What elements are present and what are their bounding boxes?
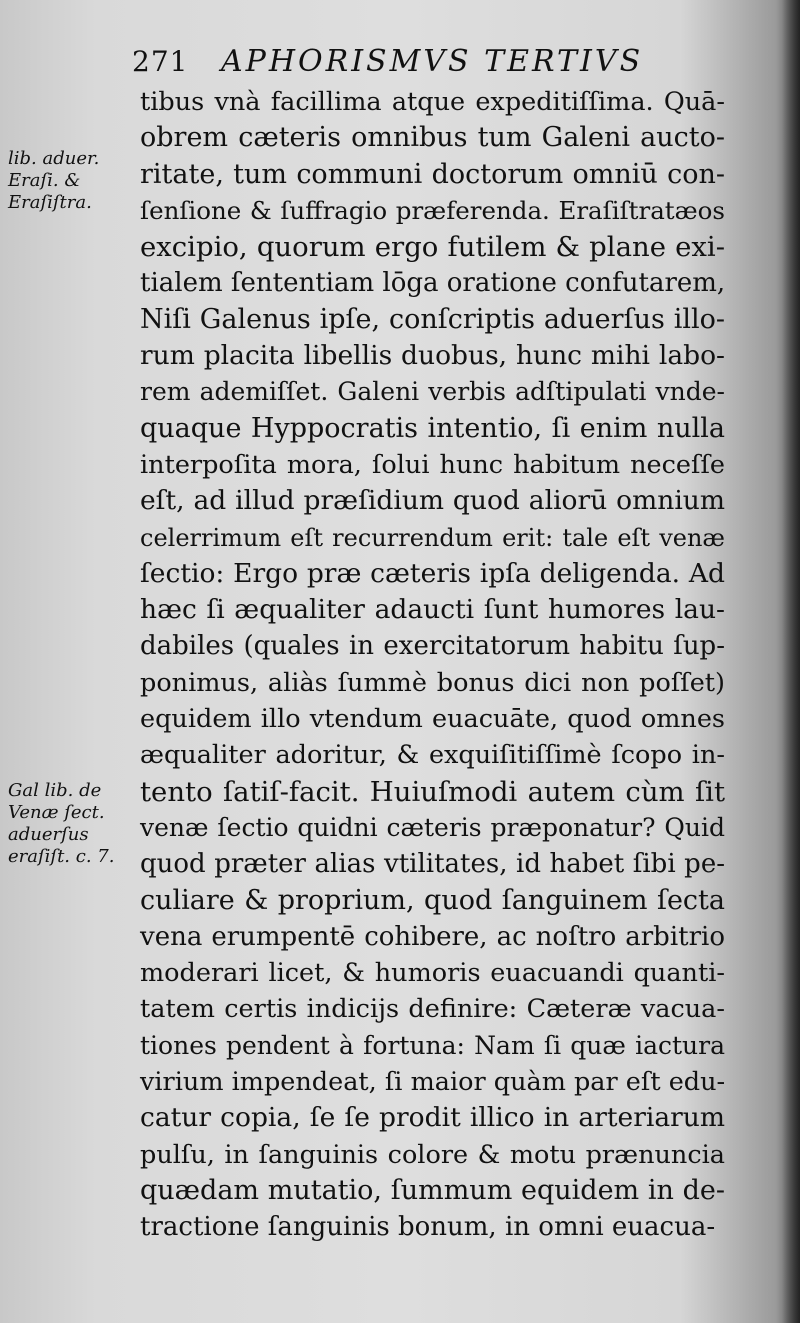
text-line: Niſi Galenus ipſe, conſcriptis aduerſus illo- (140, 303, 725, 335)
text-line: celerrimum eſt recurrendum erit: tale eſt venæ (140, 523, 725, 552)
text-line: moderari licet, & humoris euacuandi quanti- (140, 958, 725, 989)
text-line: pulſu, in ſanguinis colore & motu prænuncia (140, 1139, 725, 1170)
text-line: virium impendeat, ſi maior quàm par eſt edu- (140, 1067, 726, 1098)
text-line: æqualiter adoritur, & exquiſitiſſimè ſcopo in- (140, 740, 725, 771)
text-line: equidem illo vtendum euacuāte, quod omnes (140, 704, 725, 735)
text-line: culiare & proprium, quod ſanguinem ſecta (140, 884, 725, 916)
text-line: rem ademiſſet. Galeni verbis adſtipulati vnde- (140, 377, 725, 407)
margin-note-1 (8, 148, 138, 214)
text-line: tractione ſanguinis bonum, in omni euacua- (140, 1212, 716, 1243)
text-line: dabiles (quales in exercitatorum habitu ſup- (140, 631, 725, 662)
page-edge-shadow (782, 0, 800, 1323)
text-line: hæc ſi æqualiter adaucti ſunt humores lau- (140, 594, 725, 626)
text-line: quaque Hyppocratis intentio, ſi enim nulla (140, 412, 725, 444)
running-title: APHORISMVS TERTIVS (221, 44, 644, 79)
margin-note-line: Eraſi. & (8, 170, 81, 191)
text-line: ſectio: Ergo præ cæteris ipſa deligenda. Ad (140, 557, 725, 589)
margin-note-line: Gal lib. de (8, 780, 102, 801)
margin-note-line: lib. aduer. (8, 148, 100, 169)
text-line: eſt, ad illud præſidium quod aliorū omnium (140, 485, 725, 517)
text-line: ponimus, aliàs ſummè bonus dici non poſſet) (140, 667, 725, 698)
page-number: 271 (132, 45, 189, 78)
text-line: catur copia, ſe ſe prodit illico in arteriarum (140, 1102, 725, 1134)
text-line: rum placita libellis duobus, hunc mihi labo- (140, 340, 725, 372)
text-line: tento ſatiſ-facit. Huiuſmodi autem cùm ſit (140, 775, 725, 808)
text-line: obrem cæteris omnibus tum Galeni aucto- (140, 122, 725, 154)
text-line: venæ ſectio quidni cæteris præponatur? Quid (140, 812, 725, 842)
text-line: ritate, tum communi doctorum omniū con- (140, 158, 725, 190)
margin-note-line: aduerſus (8, 824, 89, 845)
text-line: excipio, quorum ergo futilem & plane exi- (140, 231, 725, 264)
margin-note-line: eraſiſt. c. 7. (8, 846, 115, 867)
margin-note-line: Venæ ſect. (8, 802, 105, 823)
text-line: tibus vnà facillima atque expeditiſſima. Quā- (140, 87, 725, 117)
text-line: quædam mutatio, ſummum equidem in de- (140, 1174, 725, 1206)
margin-note-2 (8, 780, 138, 868)
text-line: ſenſione & ſuffragio præferenda. Eraſiſtratæos (140, 195, 725, 225)
text-line: quod præter alias vtilitates, id habet ſibi pe- (140, 849, 725, 880)
text-line: tatem certis indicijs definire: Cæteræ vacua- (140, 994, 725, 1025)
text-line: tialem ſententiam lōga oratione confutarem, (140, 268, 726, 299)
margin-note-line: Eraſiſtra. (8, 192, 92, 213)
body-text (140, 84, 725, 1246)
text-line: interpoſita mora, ſolui hunc habitum neceſſe (140, 449, 725, 480)
text-line: tiones pendent à fortuna: Nam ſi quæ iactura (140, 1030, 725, 1060)
text-line: vena erumpentē cohibere, ac noſtro arbitrio (140, 921, 725, 952)
